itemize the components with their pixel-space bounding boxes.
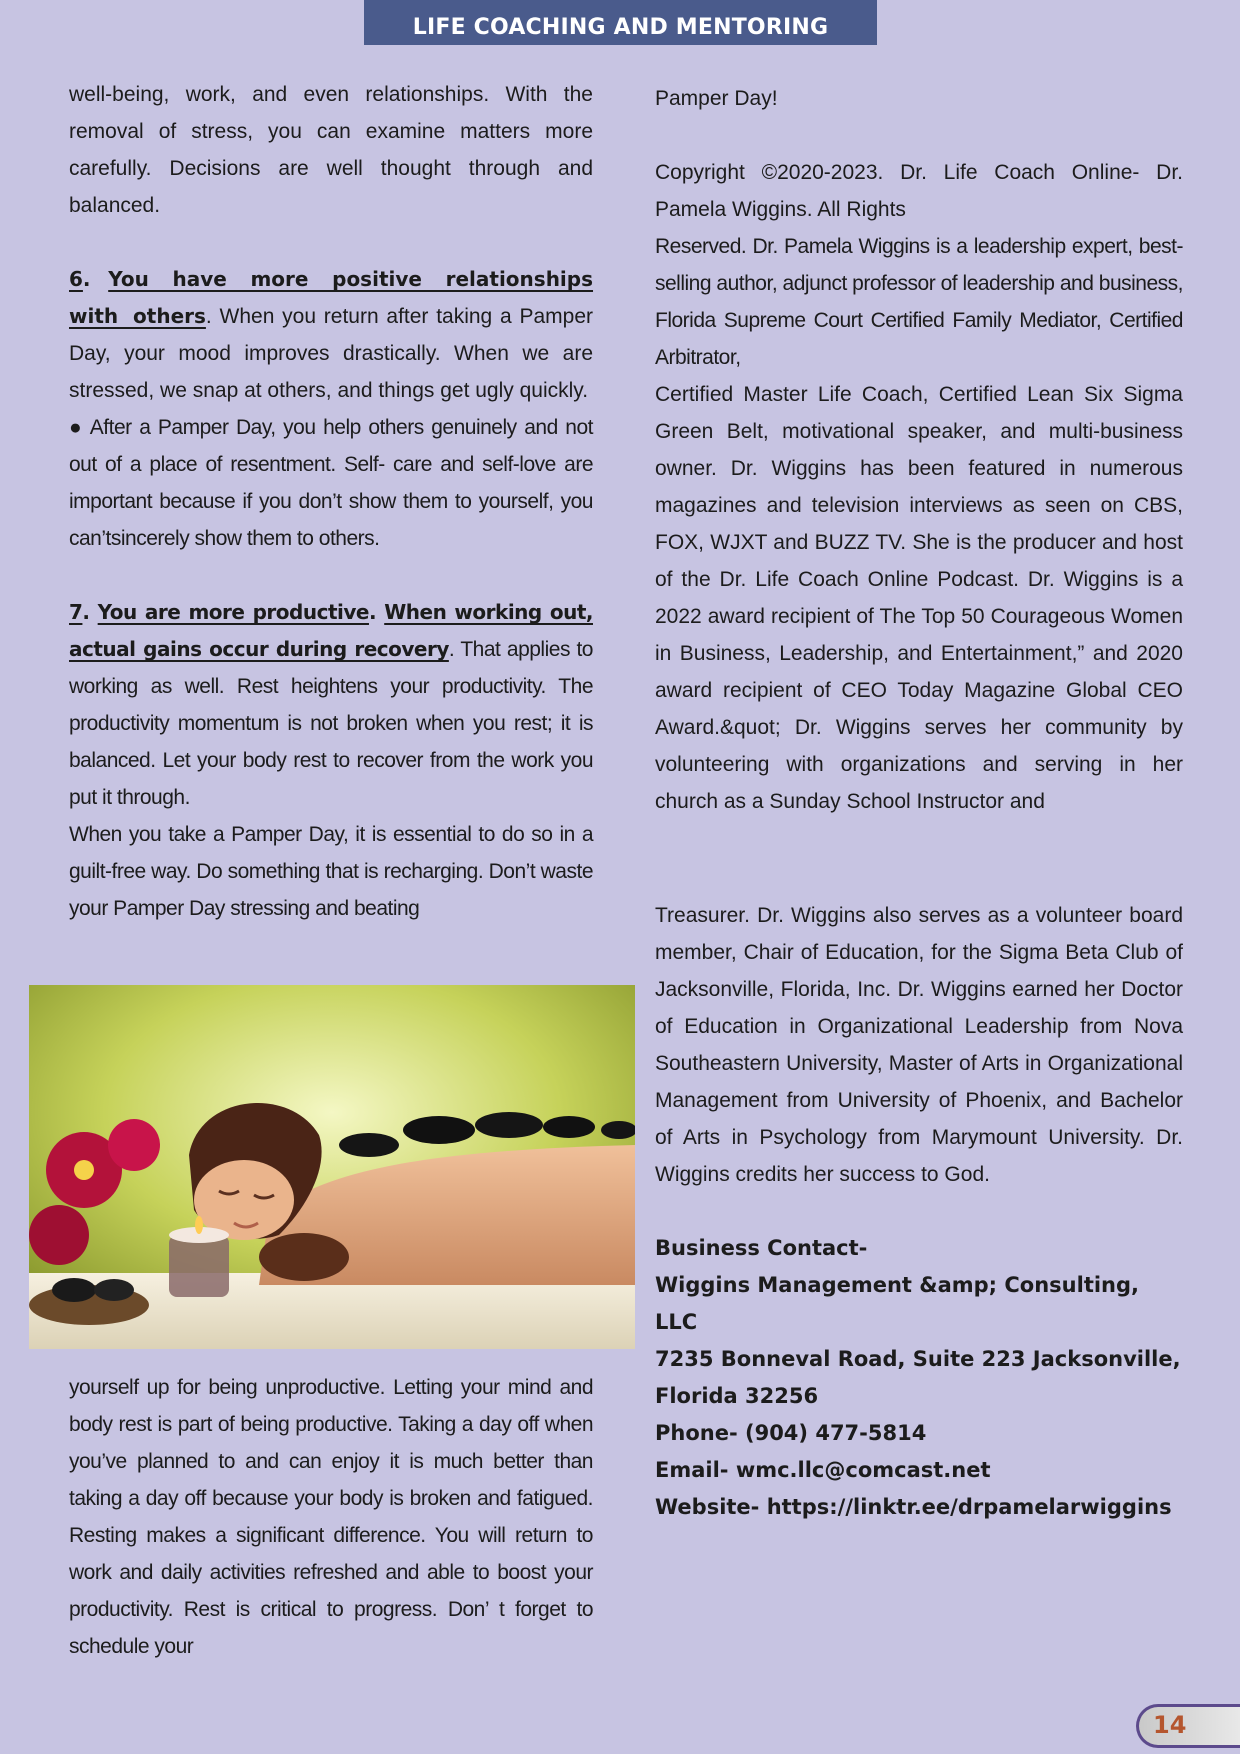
contact-website: Website- https://linktr.ee/drpamelarwiggins [655,1495,1172,1519]
left-column-top [69,76,593,927]
section-header: LIFE COACHING AND MENTORING [364,0,877,45]
contact-address: 7235 Bonneval Road, Suite 223 Jacksonville, Florida 32256 [655,1347,1181,1408]
section-7: 7. You are more productive. When working out, actual gains occur during recovery. That applies to working as well. Rest heightens your productivity. The productivity momentum is not broken when you rest; it is balanced. Let your body rest to recover from the work you put it through. [69,600,593,809]
bio-paragraph: Treasurer. Dr. Wiggins also serves as a volunteer board member, Chair of Education, for the Sigma Beta Club of Jacksonville, Florida, Inc. Dr. Wiggins earned her Doctor of Education in Organizational Leadership from Nova Southeastern University, Master of Arts in Organizational Management from University of Phoenix, and Bachelor of Arts in Psychology from Marymount University. Dr. Wiggins credits her success to God. [655,904,1183,1186]
left-column-bottom [69,1369,593,1665]
section-7-number: 7 [69,600,83,624]
page-number: 14 [1153,1711,1187,1739]
right-column-bottom [655,897,1183,1526]
section-6-heading: You have more positive relationships with others [69,267,594,328]
contact-company: Wiggins Management &amp; Consulting, LLC [655,1273,1140,1334]
contact-email: Email- wmc.llc@comcast.net [655,1458,991,1482]
page-number-tab [1136,1704,1240,1748]
right-column-top [655,80,1183,820]
spa-massage-photo [29,985,635,1349]
section-6-body: . When you return after taking a Pamper Day, your mood improves drastically. When we are stressed, we snap at others, and things get ugly quickly. [69,305,593,402]
copyright: Copyright ©2020-2023. Dr. Life Coach Online- Dr. Pamela Wiggins. All Rights [655,161,1183,221]
paragraph: Pamper Day! [655,87,778,110]
bio-paragraph: Reserved. Dr. Pamela Wiggins is a leadership expert, best-selling author, adjunct professor of leadership and business, Florida Supreme Court Certified Family Mediator, Certified Arbitrator, [655,235,1183,369]
paragraph: well-being, work, and even relationships. With the removal of stress, you can examine matters more carefully. Decisions are well thought through and balanced. [69,83,593,217]
business-contact [655,1230,1183,1526]
section-7-heading-b: When working out, actual gains occur during recovery [69,600,593,661]
paragraph: When you take a Pamper Day, it is essential to do so in a guilt-free way. Do something that is recharging. Don’t waste your Pamper Day stressing and beating [69,823,593,920]
section-6: 6. You have more positive relationships with others. When you return after taking a Pamper Day, your mood improves drastically. When we are stressed, we snap at others, and things get ugly quickly. [69,267,594,402]
contact-phone: Phone- (904) 477-5814 [655,1421,927,1445]
section-7-body: . That applies to working as well. Rest heightens your productivity. The productivity momentum is not broken when you rest; it is balanced. Let your body rest to recover from the work you put it through. [69,638,593,809]
section-6-number: 6 [69,267,83,291]
paragraph: yourself up for being unproductive. Letting your mind and body rest is part of being productive. Taking a day off when you’ve planned to and can enjoy it is much better than taking a day off because your body is broken and fatigued. Resting makes a significant difference. You will return to work and daily activities refreshed and able to boost your productivity. Rest is critical to progress. Don’ t forget to schedule your [69,1376,593,1658]
bio-paragraph: Certified Master Life Coach, Certified Lean Six Sigma Green Belt, motivational speaker, and multi-business owner. Dr. Wiggins has been featured in numerous magazines and television interviews as seen on CBS, FOX, WJXT and BUZZ TV. She is the producer and host of the Dr. Life Coach Online Podcast. Dr. Wiggins is a 2022 award recipient of The Top 50 Courageous Women in Business, Leadership, and Entertainment,” and 2020 award recipient of CEO Today Magazine Global CEO Award.&quot; Dr. Wiggins serves her community by volunteering with organizations and serving in her church as a Sunday School Instructor and [655,383,1183,813]
contact-heading: Business Contact- [655,1236,868,1260]
section-7-heading-a: You are more productive [97,600,369,624]
bullet-paragraph: ● After a Pamper Day, you help others genuinely and not out of a place of resentment. Self- care and self-love are important because if you don’t show them to yourself, you can’tsincerely show them to others. [69,416,593,550]
